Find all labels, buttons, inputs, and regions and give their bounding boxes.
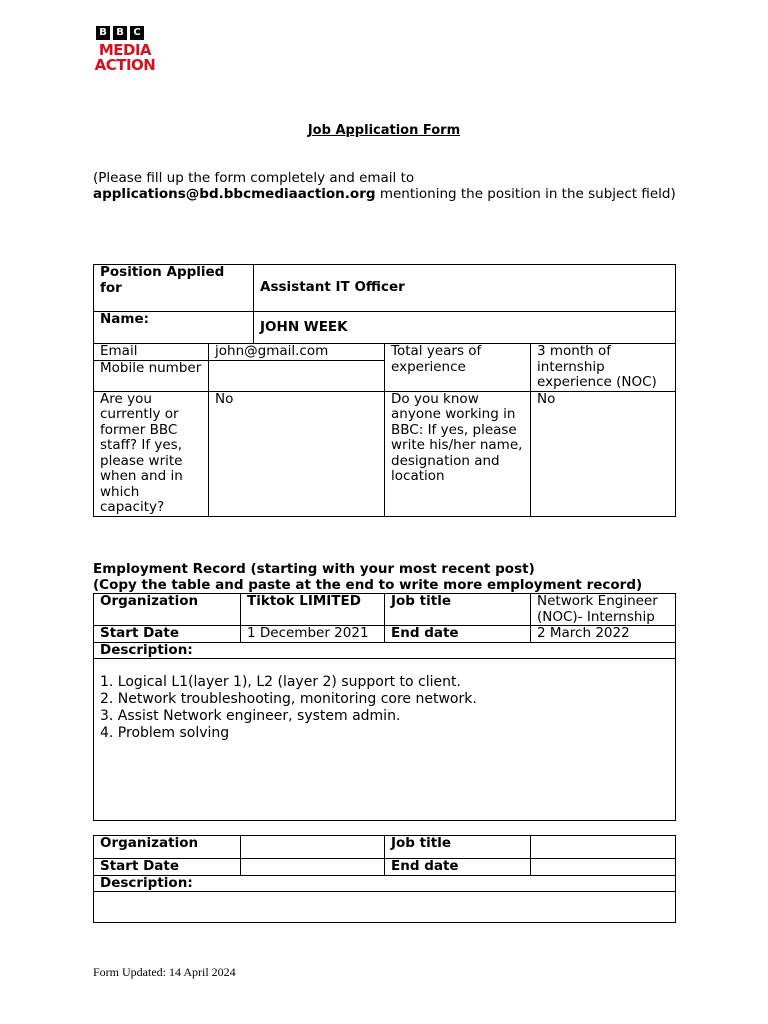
mobile-label: Mobile number (94, 360, 209, 391)
name-value[interactable]: JOHN WEEK (254, 312, 676, 344)
description-item: 3. Assist Network engineer, system admin. (100, 708, 401, 724)
know-anyone-label: Do you know anyone working in BBC: If yes, please write his/her name, designation and location (385, 391, 531, 516)
employment-subheading: (Copy the table and paste at the end to write more employment record) (93, 577, 643, 593)
applicant-info-table (93, 264, 676, 517)
intro-text (93, 170, 683, 202)
description-value[interactable] (94, 892, 676, 923)
logo-line-action: ACTION (94, 56, 156, 74)
name-label: Name: (94, 312, 254, 344)
bbc-blocks (96, 26, 144, 40)
description-item: 4. Problem solving (100, 725, 230, 741)
job-title-value[interactable] (531, 836, 676, 859)
description-value[interactable] (94, 659, 676, 821)
employment-record-table (93, 593, 676, 821)
email-value[interactable]: john@gmail.com (209, 344, 385, 361)
start-date-value[interactable] (241, 859, 385, 876)
intro-part1: (Please fill up the form completely and email to (93, 170, 415, 186)
experience-label: Total years of experience (385, 344, 531, 392)
logo-block: B (113, 26, 127, 40)
logo-block: C (130, 26, 144, 40)
bbc-staff-label: Are you currently or former BBC staff? If yes, please write when and in which capacity? (94, 391, 209, 516)
bbc-staff-value[interactable]: No (209, 391, 385, 516)
employment-heading: Employment Record (starting with your most recent post) (93, 561, 535, 577)
start-date-value[interactable]: 1 December 2021 (241, 626, 385, 643)
email-label: Email (94, 344, 209, 361)
description-label: Description: (94, 642, 676, 659)
organization-label: Organization (94, 836, 241, 859)
description-list (100, 674, 669, 742)
logo-line-media: MEDIA (98, 41, 152, 59)
organization-label: Organization (94, 594, 241, 626)
experience-value[interactable]: 3 month of internship experience (NOC) (531, 344, 676, 392)
organization-value[interactable] (241, 836, 385, 859)
start-date-label: Start Date (94, 859, 241, 876)
job-title-label: Job title (385, 594, 531, 626)
intro-part2: mentioning the position in the subject field) (375, 186, 676, 202)
position-value[interactable]: Assistant IT Officer (254, 265, 676, 312)
description-item: 2. Network troubleshooting, monitoring core network. (100, 691, 477, 707)
page-title: Job Application Form (307, 123, 461, 138)
description-label: Description: (94, 875, 676, 892)
job-title-label: Job title (385, 836, 531, 859)
end-date-label: End date (385, 626, 531, 643)
application-email: applications@bd.bbcmediaaction.org (93, 186, 376, 202)
position-label: Position Applied for (94, 265, 254, 312)
job-title-value[interactable]: Network Engineer (NOC)- Internship (531, 594, 676, 626)
end-date-value[interactable]: 2 March 2022 (531, 626, 676, 643)
employment-record-table-2 (93, 835, 676, 923)
end-date-label: End date (385, 859, 531, 876)
start-date-label: Start Date (94, 626, 241, 643)
description-item: 1. Logical L1(layer 1), L2 (layer 2) support to client. (100, 674, 461, 690)
mobile-value[interactable] (209, 360, 385, 391)
know-anyone-value[interactable]: No (531, 391, 676, 516)
form-updated-footer: Form Updated: 14 April 2024 (93, 965, 236, 979)
logo-block: B (96, 26, 110, 40)
organization-value[interactable]: Tiktok LIMITED (241, 594, 385, 626)
end-date-value[interactable] (531, 859, 676, 876)
